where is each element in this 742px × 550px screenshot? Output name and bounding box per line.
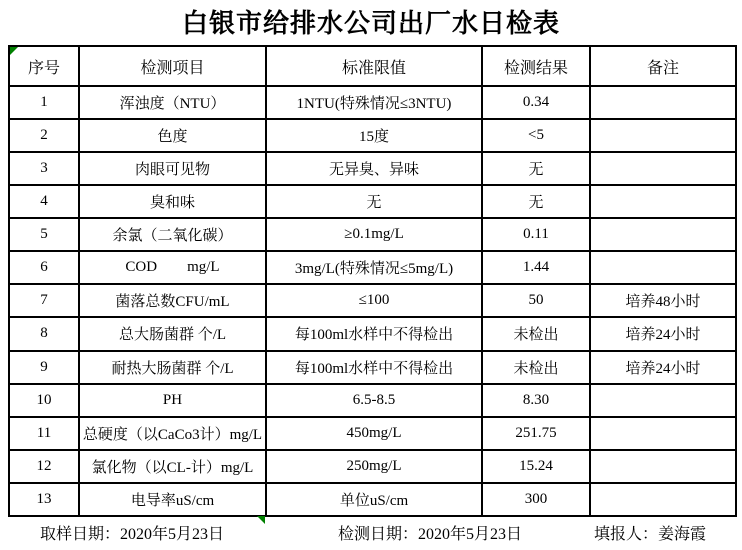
table-row bbox=[9, 483, 736, 516]
cell-no: 3 bbox=[9, 152, 79, 185]
cell-item: 电导率uS/cm bbox=[79, 483, 266, 516]
cell-item: 总大肠菌群 个/L bbox=[79, 317, 266, 350]
cell-standard: 每100ml水样中不得检出 bbox=[266, 351, 482, 384]
cell-result: <5 bbox=[482, 119, 590, 152]
cell-standard: 1NTU(特殊情况≤3NTU) bbox=[266, 86, 482, 119]
header-standard: 标准限值 bbox=[266, 46, 482, 86]
cell-result: 未检出 bbox=[482, 317, 590, 350]
cell-standard: 3mg/L(特殊情况≤5mg/L) bbox=[266, 251, 482, 284]
cell-remark: 培养24小时 bbox=[590, 317, 736, 350]
cell-standard: ≥0.1mg/L bbox=[266, 218, 482, 251]
cell-item: 肉眼可见物 bbox=[79, 152, 266, 185]
header-item: 检测项目 bbox=[79, 46, 266, 86]
cell-no: 1 bbox=[9, 86, 79, 119]
cell-item: 臭和味 bbox=[79, 185, 266, 218]
cell-remark bbox=[590, 251, 736, 284]
table-row bbox=[9, 317, 736, 350]
cell-standard: ≤100 bbox=[266, 284, 482, 317]
cell-remark: 培养24小时 bbox=[590, 351, 736, 384]
cell-remark bbox=[590, 86, 736, 119]
cell-item: COD mg/L bbox=[79, 251, 266, 284]
cell-remark bbox=[590, 152, 736, 185]
table-row bbox=[9, 86, 736, 119]
cell-result: 无 bbox=[482, 152, 590, 185]
cell-result: 300 bbox=[482, 483, 590, 516]
cell-standard: 每100ml水样中不得检出 bbox=[266, 317, 482, 350]
sampling-date-label: 取样日期：2020年5月23日 bbox=[40, 526, 225, 543]
cell-item: 氯化物（以CL-计）mg/L bbox=[79, 450, 266, 483]
cell-no: 8 bbox=[9, 317, 79, 350]
header-remark: 备注 bbox=[590, 46, 736, 86]
cell-remark bbox=[590, 185, 736, 218]
test-date-label: 检测日期：2020年5月23日 bbox=[338, 526, 523, 543]
cell-item: 余氯（二氧化碳） bbox=[79, 218, 266, 251]
cell-remark bbox=[590, 218, 736, 251]
cell-standard: 无 bbox=[266, 185, 482, 218]
table-row bbox=[9, 185, 736, 218]
table-row bbox=[9, 218, 736, 251]
table-row bbox=[9, 384, 736, 417]
cell-no: 7 bbox=[9, 284, 79, 317]
cell-result: 50 bbox=[482, 284, 590, 317]
cell-result: 0.11 bbox=[482, 218, 590, 251]
table-row bbox=[9, 450, 736, 483]
cell-result: 未检出 bbox=[482, 351, 590, 384]
cell-no: 10 bbox=[9, 384, 79, 417]
cell-result: 251.75 bbox=[482, 417, 590, 450]
table-row bbox=[9, 351, 736, 384]
cell-result: 8.30 bbox=[482, 384, 590, 417]
cell-standard: 450mg/L bbox=[266, 417, 482, 450]
cell-remark: 培养48小时 bbox=[590, 284, 736, 317]
cell-no: 5 bbox=[9, 218, 79, 251]
cell-remark bbox=[590, 450, 736, 483]
header-no: 序号 bbox=[9, 46, 79, 86]
cell-item: 耐热大肠菌群 个/L bbox=[79, 351, 266, 384]
reporter-label: 填报人：姜海霞 bbox=[594, 526, 707, 543]
table-row bbox=[9, 417, 736, 450]
page-title: 白银市给排水公司出厂水日检表 bbox=[181, 9, 560, 38]
header-result: 检测结果 bbox=[482, 46, 590, 86]
table-row bbox=[9, 251, 736, 284]
cell-standard: 250mg/L bbox=[266, 450, 482, 483]
table-row bbox=[9, 119, 736, 152]
cell-no: 13 bbox=[9, 483, 79, 516]
cell-no: 12 bbox=[9, 450, 79, 483]
cell-remark bbox=[590, 483, 736, 516]
cell-result: 1.44 bbox=[482, 251, 590, 284]
cell-standard: 无异臭、异味 bbox=[266, 152, 482, 185]
cell-no: 2 bbox=[9, 119, 79, 152]
cell-result: 15.24 bbox=[482, 450, 590, 483]
cell-remark bbox=[590, 119, 736, 152]
cell-result: 无 bbox=[482, 185, 590, 218]
cell-item: 色度 bbox=[79, 119, 266, 152]
cell-remark bbox=[590, 384, 736, 417]
footer bbox=[0, 521, 742, 545]
cell-no: 6 bbox=[9, 251, 79, 284]
cell-item: PH bbox=[79, 384, 266, 417]
cell-item: 总硬度（以CaCo3计）mg/L bbox=[79, 417, 266, 450]
cell-standard: 单位uS/cm bbox=[266, 483, 482, 516]
cell-no: 9 bbox=[9, 351, 79, 384]
inspection-table bbox=[8, 45, 737, 517]
cell-item: 菌落总数CFU/mL bbox=[79, 284, 266, 317]
cell-standard: 6.5-8.5 bbox=[266, 384, 482, 417]
table-row bbox=[9, 284, 736, 317]
table-row bbox=[9, 152, 736, 185]
cell-result: 0.34 bbox=[482, 86, 590, 119]
cell-standard: 15度 bbox=[266, 119, 482, 152]
cell-remark bbox=[590, 417, 736, 450]
cell-item: 浑浊度（NTU） bbox=[79, 86, 266, 119]
cell-no: 4 bbox=[9, 185, 79, 218]
header-row bbox=[9, 46, 736, 86]
cell-no: 11 bbox=[9, 417, 79, 450]
